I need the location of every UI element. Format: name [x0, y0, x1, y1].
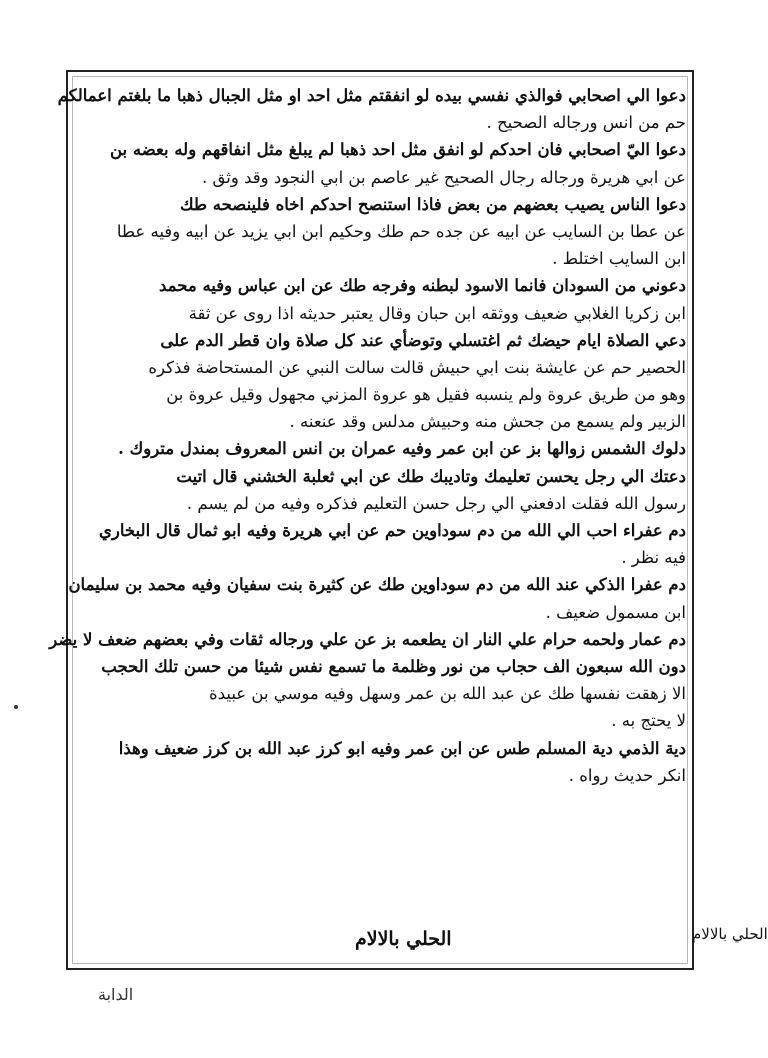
footer-mark: الدابة: [98, 985, 134, 1004]
text-line: دعي الصلاة ايام حيضك ثم اغتسلي وتوضأي عند كل صلاة وان قطر الدم على: [160, 330, 686, 350]
text-line: الا زهقت نفسها طك عن عبد الله بن عمر وسهل وفيه موسي بن عبيدة: [209, 684, 686, 704]
margin-ink-dot: [14, 705, 18, 709]
text-line: الحصير حم عن عايشة بنت ابي حبيش قالت سالت النبي عن المستحاضة فذكره: [148, 357, 686, 377]
text-line: حم من انس ورجاله الصحيح .: [486, 113, 686, 133]
text-line: رسول الله فقلت ادفعني الي رجل حسن التعليم فذكره وفيه من لم يسم .: [186, 493, 686, 513]
text-line: دعوا الناس يصيب بعضهم من بعض فاذا استنصح احدكم اخاه فلينصحه طك: [179, 194, 686, 214]
text-line: دعوا الي اصحابي فوالذي نفسي بيده لو انفقتم مثل احد او مثل الجبال ذهبا ما بلغتم اعمالكم: [57, 86, 686, 105]
text-line: دعوني من السودان فانما الاسود لبطنه وفرجه طك عن ابن عباس وفيه محمد: [159, 276, 686, 296]
text-line: ابن مسمول ضعيف .: [545, 602, 686, 622]
text-line: لا يحتج به .: [611, 711, 686, 731]
text-line: الزبير ولم يسمع من جحش منه وحبيش مدلس وقد عنعنه .: [289, 412, 686, 432]
text-line: وهو من طريق عروة ولم ينسبه فقيل هو عروة المزني مجهول وقيل عروة بن: [166, 385, 686, 405]
margin-catchword-note: الحلي بالالام: [692, 925, 768, 943]
text-line: دون الله سبعون الف حجاب من نور وظلمة ما تسمع نفس شيئا من حسن تلك الحجب: [101, 656, 686, 676]
text-line: دم عفراء احب الي الله من دم سوداوين حم عن ابي هريرة وفيه ابو ثمال قال البخاري: [99, 521, 686, 540]
text-line: ابن السايب اختلط .: [552, 249, 686, 269]
text-line: انكر حديث رواه .: [568, 765, 686, 785]
text-line: عن ابي هريرة ورجاله رجال الصحيح غير عاصم بن ابي النجود وقد وثق .: [202, 167, 686, 187]
catchword: الحلي بالالام: [355, 928, 452, 950]
text-line: دم عمار ولحمه حرام علي النار ان يطعمه بز عن علي ورجاله ثقات وفي بعضهم ضعف لا يضر: [49, 629, 686, 649]
text-line: عن عطا بن السايب عن ابيه عن جده حم طك وحكيم ابن ابي يزيد عن ابيه وفيه عطا: [116, 221, 686, 241]
text-line: فيه نظر .: [621, 548, 686, 568]
text-line: دم عفرا الذكي عند الله من دم سوداوين طك عن كثيرة بنت سفيان وفيه محمد بن سليمان: [68, 575, 686, 595]
manuscript-text-block: [49, 82, 686, 789]
text-line: ابن زكريا الغلابي ضعيف ووثقه ابن حبان وقال يعتبر حديثه اذا روى عن ثقة: [188, 303, 686, 323]
text-line: دية الذمي دية المسلم طس عن ابن عمر وفيه ابو كرز عبد الله بن كرز ضعيف وهذا: [118, 738, 686, 758]
text-line: دلوك الشمس زوالها بز عن ابن عمر وفيه عمران بن انس المعروف بمندل متروك .: [118, 439, 686, 459]
text-line: دعوا اليّ اصحابي فان احدكم لو انفق مثل احد ذهبا لم يبلغ مثل انفاقهم وله بعضه بن: [109, 140, 686, 160]
text-line: دعتك الي رجل يحسن تعليمك وتاديبك طك عن ابي ثعلبة الخشني قال اتيت: [176, 466, 686, 486]
